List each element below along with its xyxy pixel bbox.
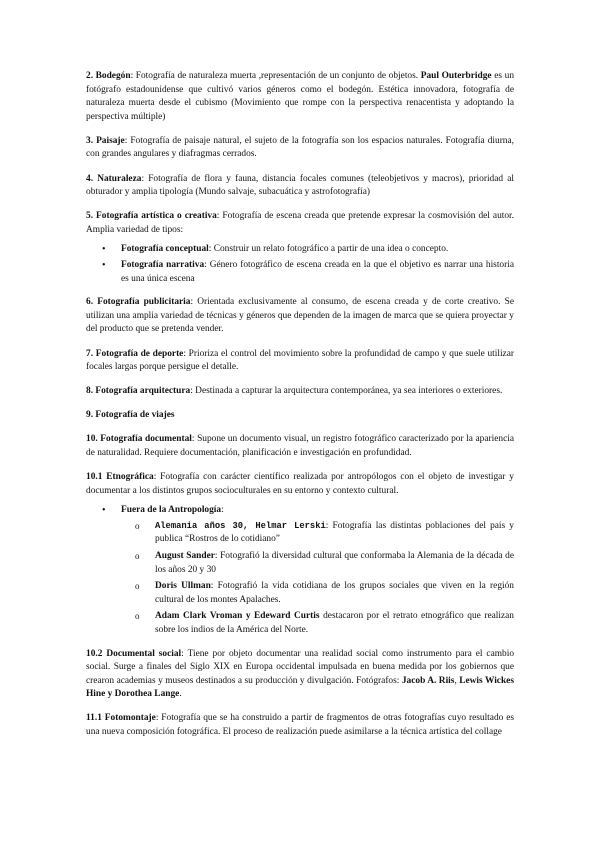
list-item <box>86 259 514 286</box>
item-title: Doris Ullman <box>155 581 211 592</box>
section-title: Bodegón <box>95 71 131 81</box>
section-deporte <box>86 348 514 375</box>
section-etnografica <box>86 471 514 498</box>
section-number: 7. <box>86 348 96 359</box>
section-paisaje <box>86 135 514 162</box>
section-text: : Tiene por objeto documentar una realidad social como instrumento para el cambio social. Surge a finales del Siglo XIX en Europa occidental impulsada en buena medida por los gobiernos que crearon academias y museos destinados a su producción y divulgación. Fotógrafos: <box>86 648 515 686</box>
photographer-names-cont: Lewis Wickes Hine y Dorothea Lange <box>86 675 514 700</box>
item-text: destacaron por el retrato etnográfico que realizan sobre los indios de la América del Norte. <box>155 611 514 635</box>
section-artistica <box>86 210 514 237</box>
item-title: August Sander <box>155 551 215 562</box>
section-viajes <box>86 409 514 423</box>
item-title: Adam Clark Vroman y Edeward Curtis <box>155 611 320 622</box>
section-number: 8. <box>86 386 96 397</box>
section-title: Naturaleza <box>97 173 142 184</box>
section-number: 11.1 <box>86 713 105 724</box>
section-number: 3. <box>86 135 97 146</box>
section-publicitaria <box>86 296 514 337</box>
section-number: 9. <box>86 410 96 421</box>
section-number: 10.1 <box>86 472 107 483</box>
section-title: Fotografía publicitaria <box>97 297 191 308</box>
section-title: Fotografía de viajes <box>95 410 175 421</box>
section-number: 6. <box>86 297 98 308</box>
section-title: Fotografía arquitectura <box>95 386 191 397</box>
section-text: : Fotografía con carácter científico realizada por antropólogos con el objeto de investigar y documentar a los distintos grupos socioculturales en su entorno y contexto cultural. <box>86 472 514 496</box>
section-text-cont: es un fotógrafo estadounidense que cultivó varios géneros como el bodegón. Estética innovadora, fotografía de naturaleza muerta desde el cubismo (Movimiento que rompe con la perspectiva renacentista y adoptando la perspectiva múltiple) <box>86 71 515 122</box>
section-number: 2. <box>86 71 96 81</box>
section-title: Paisaje <box>96 135 125 146</box>
section-text: : Destinada a capturar la arquitectura contemporánea, ya sea interiores o exteriores. <box>190 386 503 397</box>
sublist-item <box>129 550 514 577</box>
section-text: : Fotografía de naturaleza muerta ,representación de un conjunto de objetos. <box>130 71 421 81</box>
section-text: : Fotografía de paisaje natural, el sujeto de la fotografía son los espacios naturales. Fotografía diurna, con grandes angulares y diafragmas cerrados. <box>86 135 515 160</box>
section-number: 4. <box>86 173 98 184</box>
section-number: 10.2 <box>86 648 107 659</box>
sublist-item <box>129 580 514 607</box>
list-item <box>86 504 514 637</box>
section-arquitectura <box>86 385 514 399</box>
end-punct: . <box>179 689 182 700</box>
item-text: : Fotografía las distintas poblaciones del país y publica “Rostros de lo cotidiano” <box>155 520 514 545</box>
item-title: Fuera de la Antropología <box>121 505 222 516</box>
section-naturaleza <box>86 173 514 200</box>
item-text: : Fotografió la vida cotidiana de los grupos sociales que viven en la región cultural de los montes Apalaches. <box>155 581 514 605</box>
section-title: Fotomontaje <box>104 713 156 724</box>
section-title: Fotografía de deporte <box>95 348 184 359</box>
item-text: : Construir un relato fotográfico a partir de una idea o concepto. <box>208 244 449 255</box>
separator: , <box>454 675 460 686</box>
section-number: 10. <box>86 434 101 445</box>
section-text: : Fotografía de flora y fauna, distancia focales comunes (teleobjetivos y macros), prioridad al obturador y amplia tipología (Mundo salvaje, subacuática y astrofotografía) <box>86 173 514 198</box>
artistica-list <box>86 243 514 286</box>
section-text: : Supone un documento visual, un registro fotográfico caracterizado por la apariencia de naturalidad. Requiere documentación, planificación e investigación en profundidad. <box>86 434 515 458</box>
photographers-sublist <box>121 520 514 638</box>
etnografica-list <box>86 504 514 637</box>
item-colon: : <box>221 505 224 516</box>
sublist-item <box>129 520 514 547</box>
section-text: : Orientada exclusivamente al consumo, de escena creada y de corte creativo. Se utilizan una amplia variedad de técnicas y géneros que dependen de la imagen de marca que se quiera proyectar y del producto que se pretenda vender. <box>86 297 514 335</box>
list-item <box>86 243 514 257</box>
item-title: Fotografía narrativa <box>121 260 205 271</box>
section-text: : Fotografía de escena creada que pretende expresar la cosmovisión del autor. Amplia variedad de tipos: <box>86 211 514 235</box>
section-title: Etnográfica <box>106 472 154 483</box>
section-title: Fotografía documental <box>100 434 192 445</box>
item-text: : Género fotográfico de escena creada en la que el objetivo es narrar una historia es una única escena <box>121 260 515 284</box>
section-fotomontaje <box>86 712 514 739</box>
item-title: Fotografía conceptual <box>121 244 209 255</box>
photographer-names: Jacob A. Riis <box>401 675 455 686</box>
section-title: Fotografía artística o creativa <box>96 211 217 222</box>
item-title: Alemania años 30, Helmar Lerski <box>155 520 326 531</box>
item-text: : Fotografió la diversidad cultural que conformaba la Alemania de la década de los años 20 y 30 <box>155 551 514 575</box>
document-body <box>86 70 514 750</box>
section-number: 5. <box>86 211 97 222</box>
photographer-name: Paul Outerbridge <box>420 71 492 81</box>
section-documental-social <box>86 648 514 702</box>
sublist-item <box>129 610 514 637</box>
section-bodegon <box>86 70 514 124</box>
section-title: Documental social <box>106 648 182 659</box>
section-text: : Prioriza el control del movimiento sobre la profundidad de campo y que suele utilizar focales largas porque persigue el detalle. <box>86 348 515 373</box>
section-text: : Fotografía que se ha construido a partir de fragmentos de otras fotografías cuyo resultado es una nueva composición fotográfica. El proceso de realización puede asimilarse a la técnica artística del collage <box>86 713 515 738</box>
section-documental <box>86 433 514 460</box>
